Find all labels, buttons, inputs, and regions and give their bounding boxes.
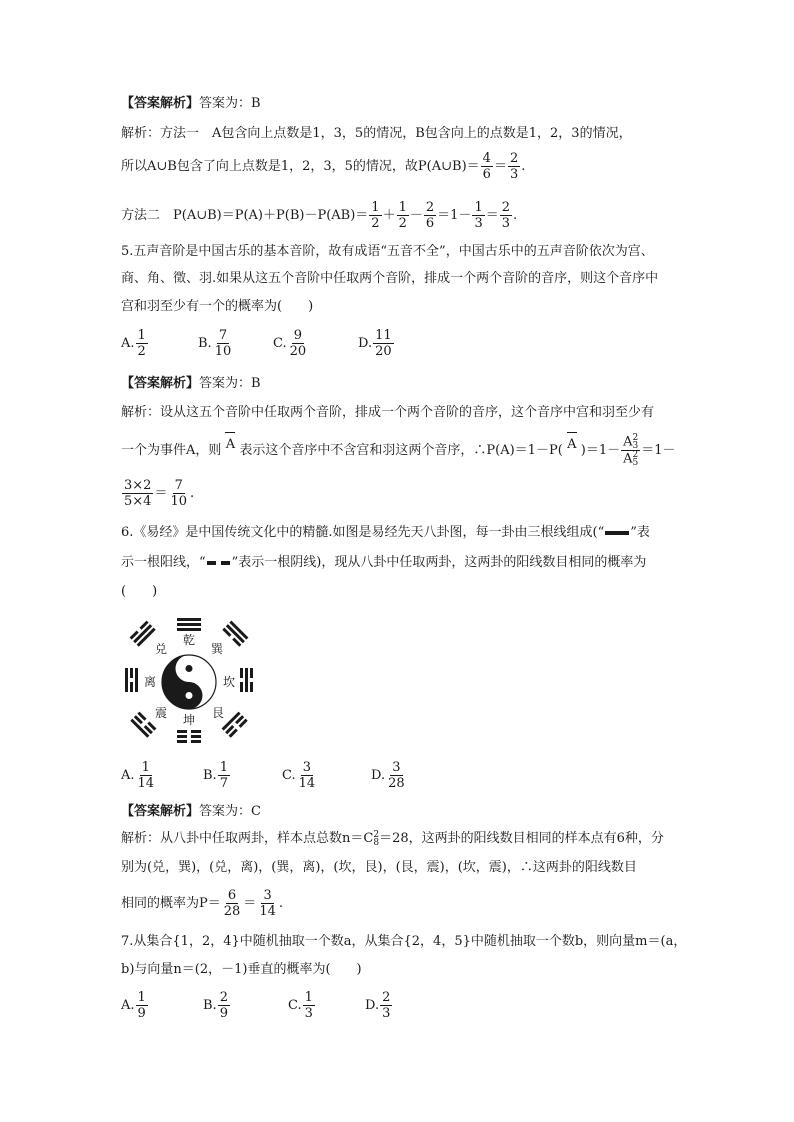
option-label: B. xyxy=(203,998,217,1013)
q6-analysis-line-3 xyxy=(121,888,283,919)
fraction xyxy=(288,328,309,359)
superscript: 2 xyxy=(373,829,380,840)
q6-answer-line xyxy=(121,803,261,821)
answer-text: 答案为：B xyxy=(199,376,261,391)
trigram-gen-icon xyxy=(222,712,248,738)
text: ＝ xyxy=(154,486,168,501)
fraction xyxy=(257,888,278,919)
fraction xyxy=(297,760,318,791)
numerator: 1 xyxy=(304,990,313,1005)
text: 方法二 P(A∪B)＝P(A)＋P(B)－P(AB)＝ xyxy=(121,208,369,223)
q7-option-a[interactable] xyxy=(121,990,149,1021)
text: － xyxy=(409,208,423,223)
text: . xyxy=(513,208,518,223)
denominator: 20 xyxy=(375,344,392,359)
text: A xyxy=(225,437,236,452)
denominator: 3 xyxy=(509,167,519,182)
fraction xyxy=(397,200,409,231)
denominator: 3 xyxy=(304,1006,313,1021)
option-label: B. xyxy=(198,336,212,351)
answer-tag: 【答案解析】 xyxy=(121,96,200,111)
q5-option-b[interactable] xyxy=(198,328,234,359)
denominator: 10 xyxy=(170,494,187,509)
fraction xyxy=(213,328,234,359)
subscript: 3 xyxy=(632,441,639,451)
text: ＝ xyxy=(437,208,451,223)
option-label: D. xyxy=(358,336,373,351)
fraction xyxy=(218,990,230,1021)
trigram-kun-icon xyxy=(177,730,201,743)
label-qian: 乾 xyxy=(182,633,196,647)
option-label: C. xyxy=(288,998,302,1013)
fraction xyxy=(222,888,243,919)
text: ＝ xyxy=(485,208,499,223)
subscript: 8 xyxy=(373,837,380,848)
text: A xyxy=(623,434,633,450)
numerator xyxy=(621,434,640,451)
trigram-xun-icon xyxy=(222,621,248,647)
q6-option-c[interactable] xyxy=(282,760,318,791)
fraction xyxy=(122,478,153,509)
numerator: 7 xyxy=(174,478,183,493)
fraction xyxy=(472,200,484,231)
q7-option-c[interactable] xyxy=(288,990,316,1021)
yang-line-icon xyxy=(604,529,630,537)
answer-tag: 【答案解析】 xyxy=(121,376,200,391)
q7-option-b[interactable] xyxy=(203,990,231,1021)
text: － xyxy=(458,208,472,223)
q4-analysis-line-1: 解析：方法一 A包含向上点数是1，3，5的情况，B包含向上的点数是1，2，3的情况， xyxy=(121,126,632,141)
superscript: 2 xyxy=(632,450,639,460)
a-complement xyxy=(225,432,235,454)
numerator: 1 xyxy=(371,200,380,215)
denominator: 9 xyxy=(137,1006,146,1021)
label-xun: 巽 xyxy=(210,642,224,656)
numerator: 7 xyxy=(218,328,228,343)
fraction xyxy=(303,990,315,1021)
text: . xyxy=(521,159,526,174)
fraction xyxy=(136,990,148,1021)
fraction xyxy=(500,200,512,231)
text: 解析：从八卦中任取两卦，样本点总数n＝C xyxy=(121,831,374,846)
text: 相同的概率为P＝ xyxy=(121,896,221,911)
text: 表示这个音序中不含宫和羽这两个音序，∴P(A)＝1－P( xyxy=(239,443,563,458)
numerator: 1 xyxy=(398,200,407,215)
text: ”表示一根阴线)，现从八卦中任取两卦，这两卦的阳线数目相同的概率为 xyxy=(231,555,647,570)
q4-answer-line xyxy=(121,95,261,113)
q4-analysis-line-2 xyxy=(121,151,525,182)
numerator: 1 xyxy=(141,760,150,775)
denominator: 28 xyxy=(223,904,241,919)
numerator: 4 xyxy=(482,151,491,166)
q6-option-b[interactable] xyxy=(203,760,231,791)
denominator: 20 xyxy=(289,344,307,359)
numerator: 1 xyxy=(219,760,228,775)
numerator: 2 xyxy=(219,990,228,1005)
fraction xyxy=(621,434,640,467)
text: ”表 xyxy=(630,525,650,540)
denominator: 7 xyxy=(219,776,228,791)
denominator: 14 xyxy=(298,776,316,791)
text: . xyxy=(278,896,283,911)
bagua-svg xyxy=(121,612,261,747)
answer-tag: 【答案解析】 xyxy=(121,804,200,819)
fraction xyxy=(373,328,394,359)
denominator: 3 xyxy=(474,216,483,231)
bagua-diagram xyxy=(121,612,261,747)
fraction xyxy=(481,151,493,182)
q5-option-d[interactable] xyxy=(358,328,395,359)
q5-answer-line xyxy=(121,375,261,393)
q5-stem-line-3: 宫和羽至少有一个的概率为( ) xyxy=(121,299,314,314)
fraction xyxy=(136,328,148,359)
option-label: B. xyxy=(203,768,217,783)
q6-analysis-line-1 xyxy=(121,830,664,848)
trigram-li-icon xyxy=(125,668,138,692)
text: ＝ xyxy=(493,159,507,174)
denominator xyxy=(621,451,640,467)
denominator: 6 xyxy=(482,167,491,182)
label-gen: 艮 xyxy=(211,706,225,720)
trigram-zhen-icon xyxy=(130,712,156,738)
q6-option-a[interactable] xyxy=(121,760,157,791)
denominator: 2 xyxy=(137,344,146,359)
text: A xyxy=(623,451,633,467)
denominator: 2 xyxy=(398,216,407,231)
q5-analysis-line-2 xyxy=(121,434,676,467)
q5-analysis-line-3 xyxy=(121,478,194,509)
option-label: A. xyxy=(121,998,135,1013)
q5-stem-line-1: 5.五声音阶是中国古乐的基本音阶，故有成语“五音不全”，中国古乐中的五声音阶依次为宫、 xyxy=(121,244,654,259)
script xyxy=(633,434,639,450)
denominator: 9 xyxy=(219,1006,228,1021)
numerator: 1 xyxy=(474,200,483,215)
denominator: 3 xyxy=(382,1006,391,1021)
denominator: 2 xyxy=(371,216,380,231)
denominator: 14 xyxy=(259,904,276,919)
label-dui: 兑 xyxy=(154,642,168,656)
text: ＝28，这两卦的阳线数目相同的样本点有6种，分 xyxy=(379,831,664,846)
fraction xyxy=(380,990,392,1021)
q7-option-d[interactable] xyxy=(365,990,393,1021)
numerator: 3×2 xyxy=(124,478,152,493)
q6-stem-line-3: ( ) xyxy=(121,584,158,599)
a-complement xyxy=(567,432,577,454)
fraction xyxy=(218,760,230,791)
fraction xyxy=(168,478,189,509)
trigram-kan-icon xyxy=(240,668,253,692)
option-label: C. xyxy=(282,768,296,783)
answer-text: 答案为：B xyxy=(199,96,261,111)
text: 所以A∪B包含了向上点数是1，2，3，5的情况，故P(A∪B)＝ xyxy=(121,159,480,174)
denominator: 14 xyxy=(137,776,155,791)
option-label: A. xyxy=(121,336,135,351)
fraction xyxy=(369,200,381,231)
numerator: 2 xyxy=(382,990,391,1005)
fraction xyxy=(136,760,157,791)
q7-stem-line-1: 7.从集合{1，2，4}中随机抽取一个数a，从集合{2，4，5}中随机抽取一个数b，则向量m＝(a， xyxy=(121,934,687,949)
numerator: 3 xyxy=(302,760,312,775)
q6-option-d[interactable] xyxy=(371,760,408,791)
trigram-dui-icon xyxy=(130,621,156,647)
denominator: 5×4 xyxy=(124,494,152,509)
option-label: C. xyxy=(273,336,287,351)
q6-stem-line-1 xyxy=(121,524,650,542)
text: ＝1－ xyxy=(641,443,676,458)
superscript: 2 xyxy=(632,433,639,443)
text: 1 xyxy=(450,208,459,223)
fraction xyxy=(386,760,407,791)
text: 示一根阳线，“ xyxy=(121,555,206,570)
subscript: 5 xyxy=(632,458,639,468)
fraction xyxy=(508,151,520,182)
q5-option-c[interactable] xyxy=(273,328,309,359)
overline xyxy=(225,432,235,433)
option-label: D. xyxy=(371,768,386,783)
numerator: 2 xyxy=(509,151,519,166)
option-label: A. xyxy=(121,768,135,783)
numerator: 1 xyxy=(137,990,146,1005)
text: ＋ xyxy=(382,208,396,223)
numerator: 3 xyxy=(263,888,272,903)
text: A xyxy=(567,437,577,452)
q5-option-a[interactable] xyxy=(121,328,149,359)
yin-line-icon xyxy=(206,559,232,567)
numerator: 1 xyxy=(137,328,146,343)
q5-stem-line-2: 商、角、徵、羽.如果从这五个音阶中任取两个音阶，排成一个两个音阶的音序，则这个音序中 xyxy=(121,271,659,286)
q6-stem-line-2 xyxy=(121,554,646,572)
answer-text: 答案为：C xyxy=(199,804,261,819)
overline xyxy=(567,432,577,433)
denominator: 28 xyxy=(388,776,405,791)
text: . xyxy=(190,486,195,501)
label-li: 离 xyxy=(143,675,157,689)
label-zhen: 震 xyxy=(154,706,168,720)
text: ＝ xyxy=(243,896,257,911)
q5-analysis-line-1: 解析：设从这五个音阶中任取两个音阶，排成一个两个音阶的音序，这个音序中宫和羽至少有 xyxy=(121,405,655,420)
script xyxy=(633,451,639,467)
text: )＝1－ xyxy=(580,443,621,458)
q6-analysis-line-2: 别为(兑，巽)，(兑，离)，(巽，离)，(坎，艮)，(艮，震)，(坎，震)，∴这两卦的阳线数目 xyxy=(121,860,637,875)
numerator: 2 xyxy=(425,200,435,215)
q7-stem-line-2: b)与向量n＝(2，－1)垂直的概率为( ) xyxy=(121,962,362,977)
text: 6.《易经》是中国传统文化中的精髓.如图是易经先天八卦图，每一卦由三根线组成(“ xyxy=(121,525,605,540)
trigram-qian-icon xyxy=(177,618,201,631)
numerator: 9 xyxy=(293,328,303,343)
numerator: 11 xyxy=(375,328,392,343)
option-label: D. xyxy=(365,998,380,1013)
q4-analysis-line-3 xyxy=(121,200,517,231)
denominator: 10 xyxy=(214,344,232,359)
numerator: 3 xyxy=(392,760,401,775)
numerator: 2 xyxy=(501,200,511,215)
numerator: 6 xyxy=(227,888,237,903)
denominator: 6 xyxy=(425,216,435,231)
label-kun: 坤 xyxy=(182,713,196,727)
yin-yang-icon xyxy=(162,655,216,709)
denominator: 3 xyxy=(501,216,511,231)
text: 一个为事件A，则 xyxy=(121,443,222,458)
label-kan: 坎 xyxy=(222,675,236,689)
fraction xyxy=(424,200,436,231)
